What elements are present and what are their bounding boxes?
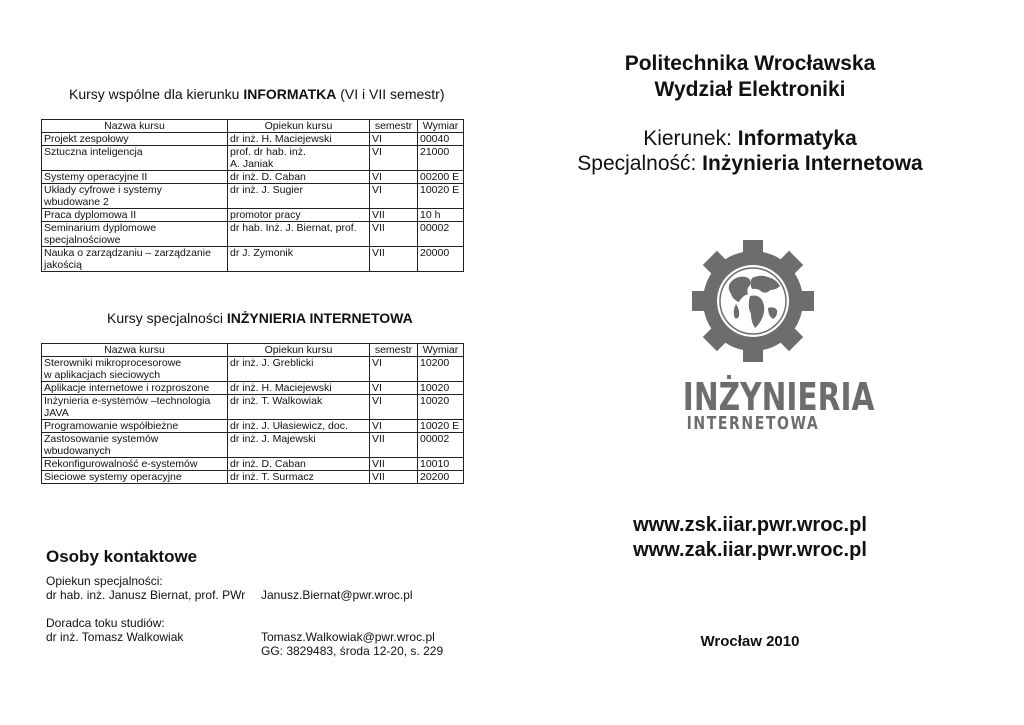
table-cell: Aplikacje internetowe i rozproszone bbox=[42, 382, 228, 395]
table-row bbox=[42, 433, 464, 458]
table-cell: 10020 bbox=[418, 382, 464, 395]
kierunek-value: Informatyka bbox=[737, 127, 857, 150]
table-cell: dr inż. T. Walkowiak bbox=[228, 395, 370, 420]
city-year: Wrocław 2010 bbox=[700, 633, 800, 650]
table-cell: 00200 E bbox=[418, 171, 464, 184]
table-cell: VI bbox=[370, 184, 418, 209]
doradca-email[interactable]: Tomasz.Walkowiak@pwr.wroc.pl bbox=[261, 630, 435, 644]
table-cell: dr inż. D. Caban bbox=[228, 458, 370, 471]
table-cell: dr inż. J. Greblicki bbox=[228, 357, 370, 382]
common-courses-title bbox=[69, 86, 445, 102]
kierunek-label: Kierunek: bbox=[643, 127, 738, 150]
table-cell: VI bbox=[370, 420, 418, 433]
common-title-bold: INFORMATKA bbox=[243, 86, 337, 102]
table-row bbox=[42, 247, 464, 272]
table-header-row bbox=[42, 344, 464, 357]
table-header-row bbox=[42, 120, 464, 133]
common-courses-table bbox=[41, 119, 464, 272]
table-cell: dr J. Zymonik bbox=[228, 247, 370, 272]
table-cell: dr inż. J. Majewski bbox=[228, 433, 370, 458]
table-cell: Sztuczna inteligencja bbox=[42, 146, 228, 171]
table-cell: VII bbox=[370, 471, 418, 484]
table-cell: VII bbox=[370, 209, 418, 222]
table-cell: 10200 bbox=[418, 357, 464, 382]
table-row bbox=[42, 184, 464, 209]
specjalnosc-value: Inżynieria Internetowa bbox=[702, 152, 923, 175]
kierunek-line bbox=[540, 127, 960, 151]
table-cell: Sterowniki mikroprocesorowe w aplikacjach sieciowych bbox=[42, 357, 228, 382]
table-cell: Nauka o zarządzaniu – zarządzanie jakością bbox=[42, 247, 228, 272]
spec-courses-table bbox=[41, 343, 464, 484]
gear-globe-icon bbox=[690, 238, 816, 364]
spec-title-bold: INŻYNIERIA INTERNETOWA bbox=[226, 310, 413, 326]
opiekun-email[interactable]: Janusz.Biernat@pwr.wroc.pl bbox=[261, 588, 413, 602]
doradca-name: dr inż. Tomasz Walkowiak bbox=[46, 630, 184, 644]
table-row bbox=[42, 471, 464, 484]
table-cell: VII bbox=[370, 433, 418, 458]
table-cell: dr hab. Inż. J. Biernat, prof. bbox=[228, 222, 370, 247]
table-cell: dr inż. H. Maciejewski bbox=[228, 133, 370, 146]
table-cell: promotor pracy bbox=[228, 209, 370, 222]
table-cell: 10010 bbox=[418, 458, 464, 471]
website-link-1[interactable]: www.zsk.iiar.pwr.wroc.pl bbox=[633, 514, 867, 536]
common-title-suffix: (VI i VII semestr) bbox=[336, 86, 445, 102]
table-cell: dr inż. J. Ułasiewicz, doc. bbox=[228, 420, 370, 433]
table-cell: Zastosowanie systemów wbudowanych bbox=[42, 433, 228, 458]
table-cell: VII bbox=[370, 247, 418, 272]
table-cell: 10 h bbox=[418, 209, 464, 222]
column-header: Opiekun kursu bbox=[228, 120, 370, 133]
table-row bbox=[42, 222, 464, 247]
table-cell: 00002 bbox=[418, 433, 464, 458]
table-cell: 00040 bbox=[418, 133, 464, 146]
table-cell: prof. dr hab. inż. A. Janiak bbox=[228, 146, 370, 171]
table-cell: Seminarium dyplomowe specjalnościowe bbox=[42, 222, 228, 247]
column-header: Nazwa kursu bbox=[42, 344, 228, 357]
column-header: semestr bbox=[370, 344, 418, 357]
table-row bbox=[42, 458, 464, 471]
table-cell: 10020 E bbox=[418, 184, 464, 209]
table-cell: VI bbox=[370, 146, 418, 171]
table-cell: VI bbox=[370, 357, 418, 382]
table-cell: Programowanie współbieżne bbox=[42, 420, 228, 433]
table-cell: dr inż. T. Surmacz bbox=[228, 471, 370, 484]
contacts-heading: Osoby kontaktowe bbox=[46, 547, 198, 566]
column-header: Wymiar bbox=[418, 344, 464, 357]
table-cell: 21000 bbox=[418, 146, 464, 171]
spec-title-prefix: Kursy specjalności bbox=[107, 310, 227, 326]
column-header: Opiekun kursu bbox=[228, 344, 370, 357]
opiekun-name: dr hab. inż. Janusz Biernat, prof. PWr bbox=[46, 588, 246, 602]
table-row bbox=[42, 395, 464, 420]
table-cell: 00002 bbox=[418, 222, 464, 247]
table-cell: VI bbox=[370, 133, 418, 146]
table-cell: Systemy operacyjne II bbox=[42, 171, 228, 184]
table-cell: 20200 bbox=[418, 471, 464, 484]
table-row bbox=[42, 146, 464, 171]
table-row bbox=[42, 357, 464, 382]
faculty-name: Wydział Elektroniki bbox=[654, 78, 846, 101]
website-link-2[interactable]: www.zak.iiar.pwr.wroc.pl bbox=[633, 539, 867, 561]
table-cell: 20000 bbox=[418, 247, 464, 272]
table-cell: VII bbox=[370, 222, 418, 247]
table-cell: dr inż. J. Sugier bbox=[228, 184, 370, 209]
table-cell: Rekonfigurowalność e-systemów bbox=[42, 458, 228, 471]
column-header: Wymiar bbox=[418, 120, 464, 133]
university-name: Politechnika Wrocławska bbox=[624, 52, 876, 75]
logo-text-line1: INŻYNIERIA bbox=[682, 375, 875, 419]
table-cell: VI bbox=[370, 171, 418, 184]
table-row bbox=[42, 171, 464, 184]
table-cell: Układy cyfrowe i systemy wbudowane 2 bbox=[42, 184, 228, 209]
table-row bbox=[42, 209, 464, 222]
table-row bbox=[42, 420, 464, 433]
column-header: semestr bbox=[370, 120, 418, 133]
doradca-label: Doradca toku studiów: bbox=[46, 616, 165, 630]
table-row bbox=[42, 382, 464, 395]
table-cell: 10020 E bbox=[418, 420, 464, 433]
table-cell: dr inż. D. Caban bbox=[228, 171, 370, 184]
logo-text-line2: INTERNETOWA bbox=[686, 413, 820, 434]
table-cell: VI bbox=[370, 395, 418, 420]
spec-courses-title bbox=[107, 310, 413, 326]
column-header: Nazwa kursu bbox=[42, 120, 228, 133]
table-cell: VI bbox=[370, 382, 418, 395]
table-cell: Projekt zespołowy bbox=[42, 133, 228, 146]
specjalnosc-line bbox=[540, 152, 960, 176]
doradca-hours: GG: 3829483, środa 12-20, s. 229 bbox=[261, 644, 444, 658]
common-title-prefix: Kursy wspólne dla kierunku bbox=[69, 86, 244, 102]
table-cell: VII bbox=[370, 458, 418, 471]
opiekun-label: Opiekun specjalności: bbox=[46, 574, 163, 588]
specjalnosc-label: Specjalność: bbox=[577, 152, 703, 175]
table-cell: Inżynieria e-systemów –technologia JAVA bbox=[42, 395, 228, 420]
table-cell: dr inż. H. Maciejewski bbox=[228, 382, 370, 395]
table-cell: Sieciowe systemy operacyjne bbox=[42, 471, 228, 484]
table-cell: Praca dyplomowa II bbox=[42, 209, 228, 222]
table-row bbox=[42, 133, 464, 146]
table-cell: 10020 bbox=[418, 395, 464, 420]
